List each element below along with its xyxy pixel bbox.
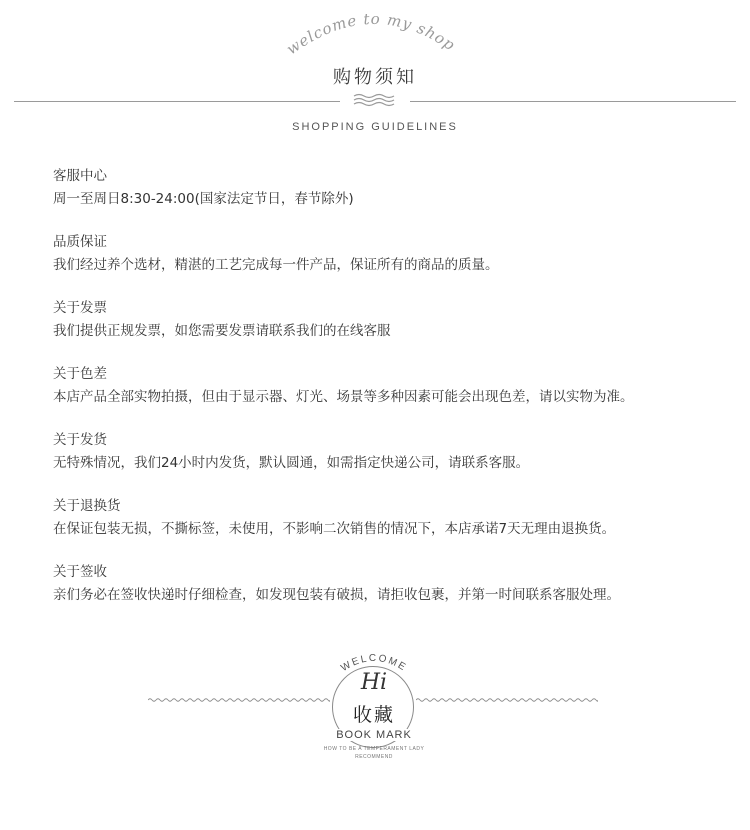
section-body: 我们经过养个选材，精湛的工艺完成每一件产品，保证所有的商品的质量。 xyxy=(53,257,499,273)
footer-wavy-divider-left xyxy=(148,697,330,703)
guideline-section xyxy=(53,165,733,231)
section-body: 无特殊情况，我们24小时内发货，默认圆通，如需指定快递公司，请联系客服。 xyxy=(53,455,530,471)
badge-tagline: HOW TO BE A TEMPERAMENT LADY xyxy=(323,746,425,752)
section-body: 周一至周日8:30-24:00(国家法定节日，春节除外) xyxy=(53,191,354,207)
guidelines-list xyxy=(53,165,733,627)
guideline-section xyxy=(53,561,733,627)
page-title: 购物须知 xyxy=(333,67,417,88)
section-title: 关于发票 xyxy=(53,300,107,316)
badge-favorite-label: 收藏 xyxy=(352,704,395,726)
guideline-section xyxy=(53,297,733,363)
footer-wavy-divider-right xyxy=(416,697,598,703)
welcome-arc-text xyxy=(0,0,750,70)
wave-icon xyxy=(352,92,398,108)
guideline-section xyxy=(53,231,733,297)
section-body: 亲们务必在签收快递时仔细检查，如发现包装有破损，请拒收包裹，并第一时间联系客服处理。 xyxy=(53,587,620,603)
section-title: 关于发货 xyxy=(53,432,107,448)
guideline-section xyxy=(53,429,733,495)
section-body: 本店产品全部实物拍摄，但由于显示器、灯光、场景等多种因素可能会出现色差，请以实物为准。 xyxy=(53,389,634,405)
section-title: 关于色差 xyxy=(53,366,107,382)
badge-tagline-recommend: RECOMMEND xyxy=(355,754,393,760)
section-body: 我们提供正规发票，如您需要发票请联系我们的在线客服 xyxy=(53,323,391,339)
page-subtitle: SHOPPING GUIDELINES xyxy=(292,121,458,133)
badge-hi-script: Hi xyxy=(360,670,388,695)
guideline-section xyxy=(53,495,733,561)
header-divider-left xyxy=(14,101,340,102)
svg-text:welcome to my shop xyxy=(283,10,459,58)
section-title: 客服中心 xyxy=(53,168,107,184)
badge-welcome-label: WELCOME xyxy=(339,652,409,674)
section-title: 品质保证 xyxy=(53,234,107,250)
bookmark-badge[interactable] xyxy=(323,650,425,766)
section-title: 关于签收 xyxy=(53,564,107,580)
badge-bookmark-label: BOOK MARK xyxy=(322,729,426,741)
header-divider-right xyxy=(410,101,736,102)
section-title: 关于退换货 xyxy=(53,498,121,514)
welcome-arc-label: welcome to my shop xyxy=(283,9,459,59)
guideline-section xyxy=(53,363,733,429)
section-body: 在保证包装无损，不撕标签，未使用，不影响二次销售的情况下，本店承诺7天无理由退换货。 xyxy=(53,521,616,537)
